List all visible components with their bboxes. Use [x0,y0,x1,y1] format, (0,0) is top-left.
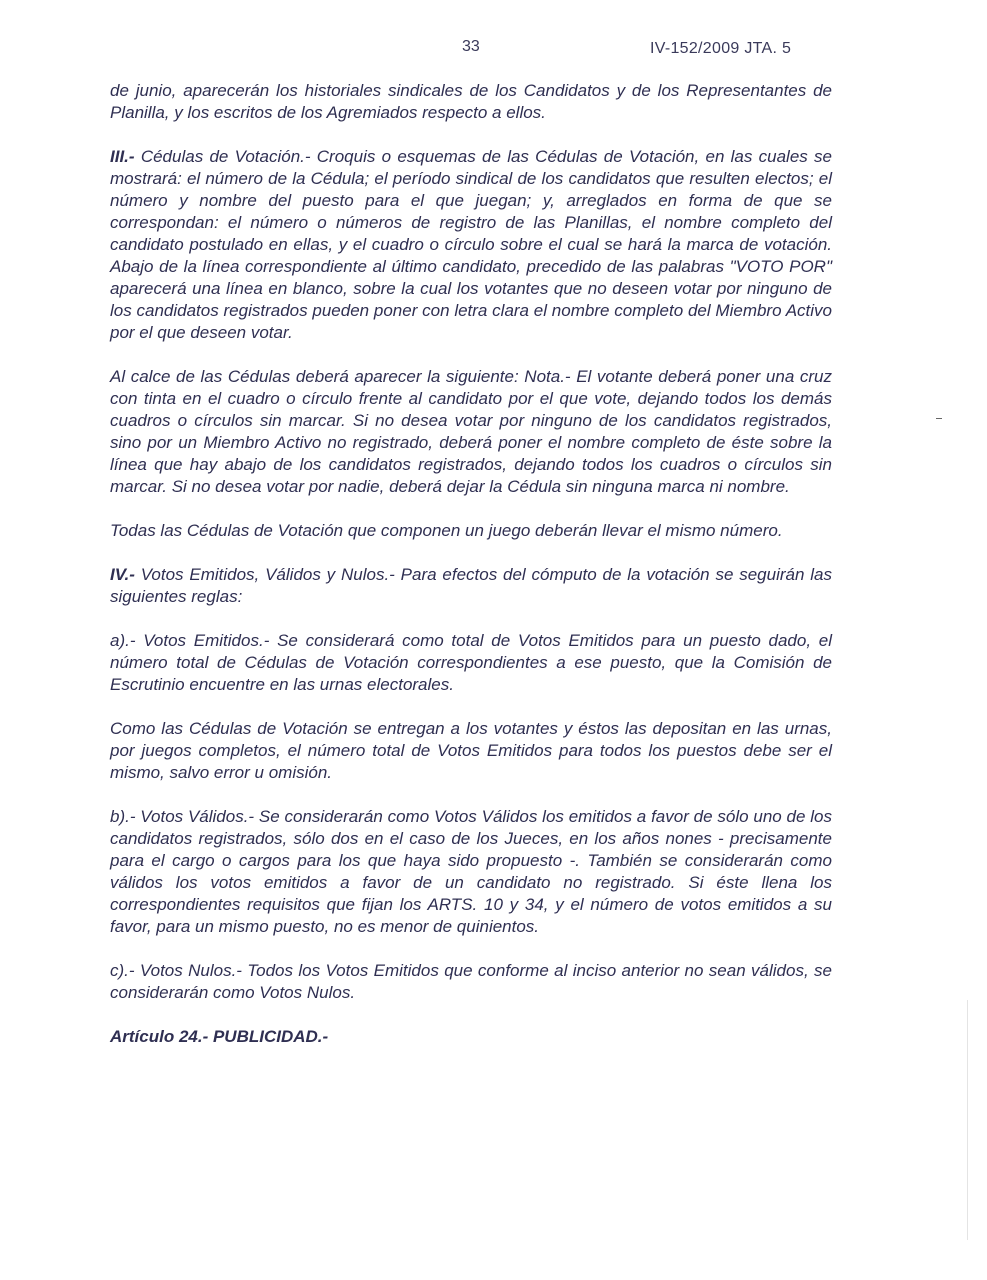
document-reference: IV-152/2009 JTA. 5 [650,40,792,57]
document-body [110,80,832,1070]
section-label-iv: IV.- [110,565,135,584]
paragraph-votos-nulos: c).- Votos Nulos.- Todos los Votos Emitidos que conforme al inciso anterior no sean válidos, se considerarán como Votos Nulos. [110,961,832,1002]
paragraph-nota-votante: Al calce de las Cédulas deberá aparecer la siguiente: Nota.- El votante deberá poner una cruz con tinta en el cuadro o círculo frente al candidato por el que vote, dejando todos los demás cuadros o círculos sin marcar. Si no desea votar por ninguno de los candidatos registrados, sino por un Miembro Activo no registrado, deberá poner el nombre completo de éste sobre la línea que hay abajo de los candidatos registrados, dejando todos los cuadros o círculos sin marcar. Si no desea votar por nadie, deberá dejar la Cédula sin ninguna marca ni nombre. [110,367,832,496]
scan-edge-line [967,1000,968,1240]
paragraph-juegos-completos: Como las Cédulas de Votación se entregan a los votantes y éstos las depositan en las urnas, por juegos completos, el número total de Votos Emitidos para todos los puestos debe ser el mismo, salvo error u omisión. [110,719,832,782]
paragraph-cedulas-de-votacion [110,146,832,344]
section-text-iv: Votos Emitidos, Válidos y Nulos.- Para efectos del cómputo de la votación se seguirán las siguientes reglas: [110,565,832,606]
page-number: 33 [462,38,480,55]
section-label-iii: III.- [110,147,135,166]
paragraph-mismo-numero: Todas las Cédulas de Votación que componen un juego deberán llevar el mismo número. [110,521,783,540]
article-heading: Artículo 24.- PUBLICIDAD.- [110,1027,329,1046]
paragraph-votos-validos: b).- Votos Válidos.- Se considerarán como Votos Válidos los emitidos a favor de sólo uno de los candidatos registrados, sólo dos en el caso de los Jueces, en los años nones - precisamente para el cargo o cargos para los que haya sido propuesto -. También se considerarán como válidos los votos emitidos a favor de un candidato no registrado. Si éste llena los correspondientes requisitos que fijan los ARTS. 10 y 34, y el número de votos emitidos a su favor, para un mismo puesto, no es menor de quinientos. [110,807,832,936]
paragraph-votos-emitidos-validos-nulos [110,564,832,608]
scan-artifact-mark [936,418,942,419]
paragraph-historiales: de junio, aparecerán los historiales sindicales de los Candidatos y de los Representantes de Planilla, y los escritos de los Agremiados respecto a ellos. [110,81,832,122]
page-header [0,38,987,62]
paragraph-votos-emitidos: a).- Votos Emitidos.- Se considerará como total de Votos Emitidos para un puesto dado, el número total de Cédulas de Votación correspondientes a ese puesto, que la Comisión de Escrutinio encuentre en las urnas electorales. [110,631,832,694]
section-text-iii: Cédulas de Votación.- Croquis o esquemas de las Cédulas de Votación, en las cuales se mostrará: el número de la Cédula; el período sindical de los candidatos que resulten electos; el número y nombre del puesto para el que juegan; y, arreglados en forma de que se correspondan: el número o números de registro de las Planillas, el nombre completo del candidato postulado en ellas, y el cuadro o círculo sobre el cual se hará la marca de votación. Abajo de la línea correspondiente al último candidato, precedido de las palabras "VOTO POR" aparecerá una línea en blanco, sobre la cual los votantes que no deseen votar por ninguno de los candidatos registrados pueden poner con letra clara el nombre completo del Miembro Activo por el que deseen votar. [110,147,832,342]
